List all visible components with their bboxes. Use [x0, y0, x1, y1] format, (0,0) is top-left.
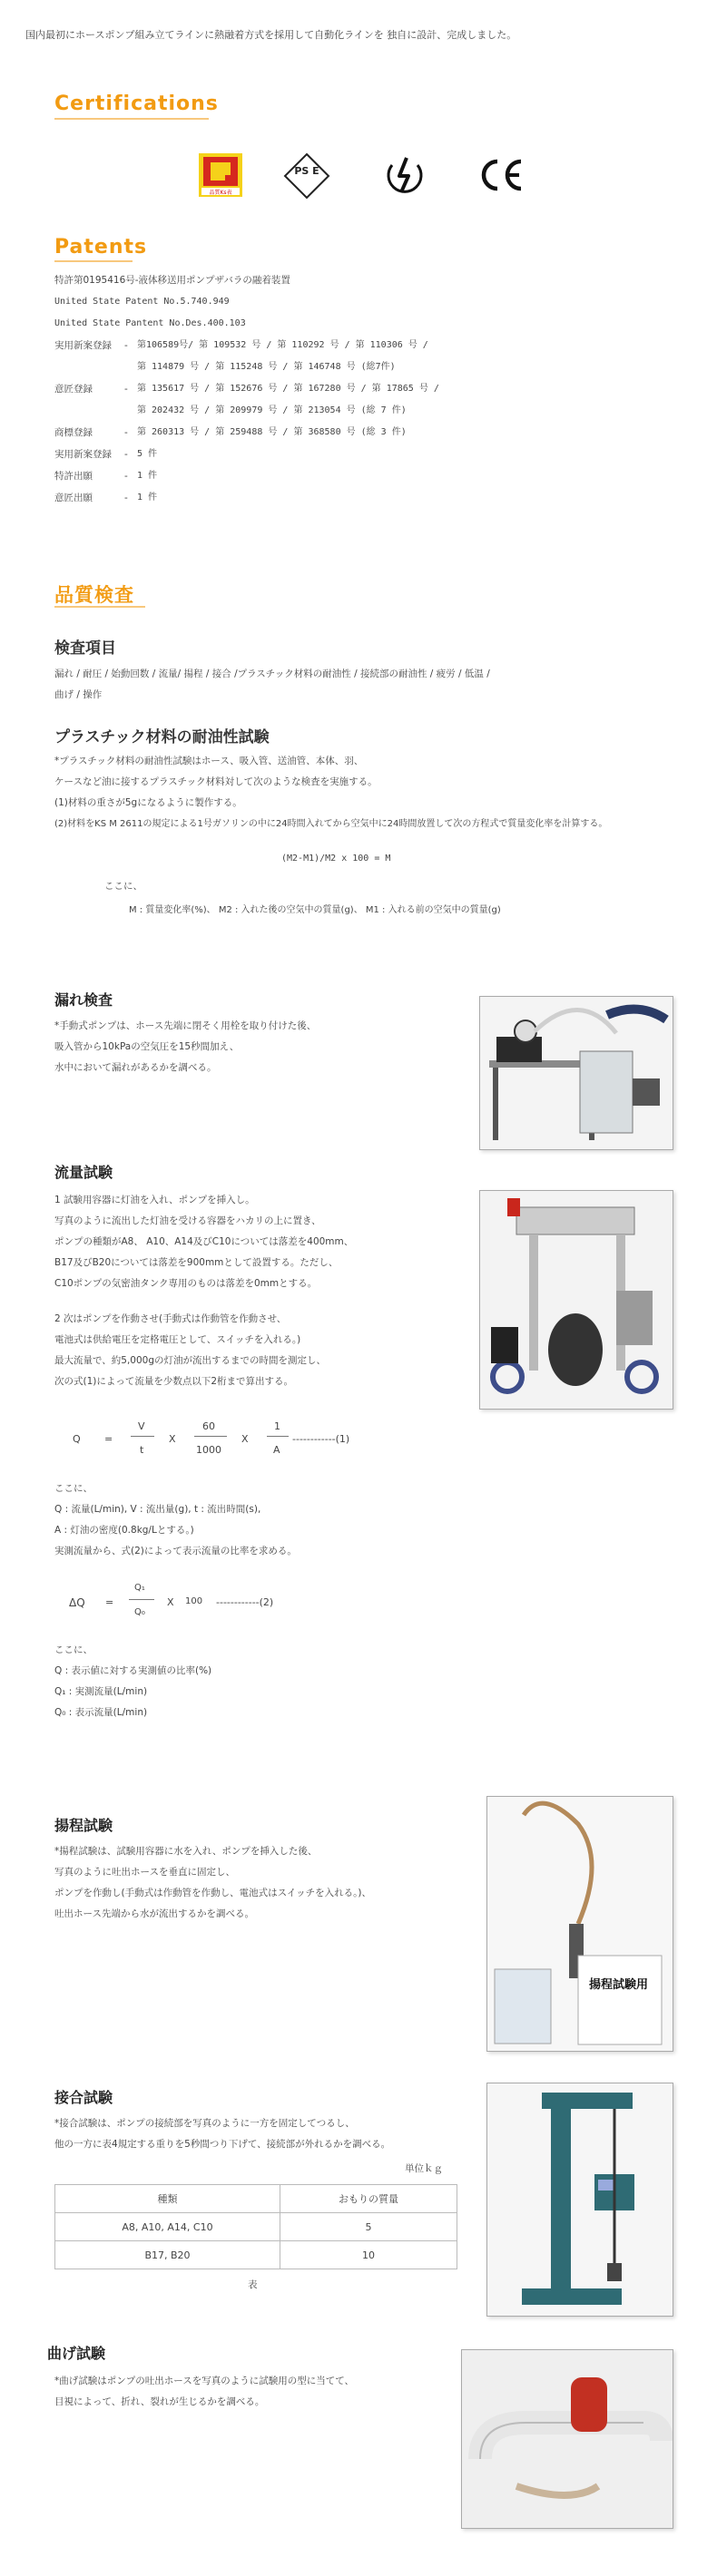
joint-test-line: *接合試験は、ポンプの接続部を写真のように一方を固定してつるし、 — [54, 2118, 355, 2129]
weight-table — [54, 2184, 457, 2269]
patent-row-label: 意匠出願 — [54, 493, 93, 503]
oil-test-line: ケースなど油に接するプラスチック材料対して次のような検査を実施する。 — [54, 776, 378, 787]
formula1-equals: = — [104, 1433, 113, 1445]
table-header: 種類 — [55, 2185, 280, 2213]
certifications-underline — [54, 118, 209, 120]
formula1-q: Q — [73, 1433, 81, 1445]
bend-test-line: *曲げ試験はポンプの吐出ホースを写真のように試験用の型に当てて、 — [54, 2376, 355, 2386]
fraction-line — [131, 1436, 154, 1437]
quality-title: 品質検査 — [54, 584, 134, 606]
lift-test-line: *揚程試験は、試験用容器に水を入れ、ポンプを挿入した後、 — [54, 1846, 318, 1857]
flow-def: Q₀ : 表示流量(L/min) — [54, 1707, 148, 1718]
table-header-row — [55, 2185, 457, 2213]
patent-row-label: 意匠登録 — [54, 384, 93, 395]
formula1-t: t — [140, 1444, 144, 1456]
lift-test-line: 吐出ホース先端から水が流出するかを調べる。 — [54, 1908, 254, 1919]
lift-test-title: 揚程試験 — [54, 1817, 113, 1834]
formula2-num: Q₁ — [134, 1583, 145, 1593]
fraction-line — [267, 1436, 289, 1437]
table-cell: 10 — [280, 2241, 457, 2269]
bend-test-title: 曲げ試験 — [47, 2345, 106, 2362]
patent-row-sep: - — [124, 340, 128, 351]
bend-test-photo — [461, 2349, 673, 2529]
bend-test-line: 目視によって、折れ、裂れが生じるかを調べる。 — [54, 2396, 265, 2407]
formula1-60: 60 — [202, 1420, 215, 1432]
inspection-items-line: 曲げ / 操作 — [54, 689, 103, 700]
lift-test-line: 写真のように吐出ホースを垂直に固定し、 — [54, 1867, 235, 1878]
patent-row-value: 1 件 — [137, 471, 158, 481]
formula2-tail: ------------(2) — [216, 1596, 274, 1608]
flow-test-photo — [479, 1190, 673, 1410]
oil-test-line: (2)材料をKS M 2611の規定による1号ガソリンの中に24時間入れてから空気中に24時間放置して次の方程式で質量変化率を計算する。 — [54, 819, 608, 829]
patent-row-value: 第106589号/ 第 109532 号 / 第 110292 号 / 第 110306 号 / — [137, 340, 428, 350]
flow-def: Q₁ : 実測流量(L/min) — [54, 1686, 148, 1697]
flow-def: Q : 流量(L/min), V : 流出量(g), t : 流出時間(s), — [54, 1504, 261, 1515]
leak-test-line: 吸入管から10kPaの空気圧を15秒間加え、 — [54, 1041, 240, 1052]
patent-line: United State Pantent No.Des.400.103 — [54, 318, 246, 328]
patent-row-sep: - — [124, 493, 128, 503]
formula1-a: A — [273, 1444, 280, 1456]
patent-row-value: 5 件 — [137, 449, 158, 459]
leak-test-title: 漏れ検査 — [54, 991, 113, 1009]
patent-row-sep: - — [124, 427, 128, 438]
table-row — [55, 2213, 457, 2241]
flow-test-line: 電池式は供給電圧を定格電圧として、スイッチを入れる。) — [54, 1334, 301, 1345]
formula2-den: Q₀ — [134, 1607, 145, 1617]
flow-def: A : 灯油の密度(0.8kg/Lとする。) — [54, 1525, 194, 1536]
table-row — [55, 2241, 457, 2269]
leak-test-line: *手動式ポンプは、ホース先端に閉そく用栓を取り付けた後、 — [54, 1020, 317, 1031]
oil-where: ここに、 — [104, 881, 142, 892]
quality-underline — [54, 606, 145, 608]
formula2-100: 100 — [185, 1596, 203, 1606]
flow-test-line: 次の式(1)によって流量を少数点以下2桁まで算出する。 — [54, 1376, 294, 1387]
formula2-equals: = — [105, 1596, 114, 1608]
patent-line: 特許第0195416号-液体移送用ポンプザバラの融着装置 — [54, 275, 290, 286]
formula1-tail: ------------(1) — [292, 1433, 350, 1445]
patent-row-sep: - — [124, 449, 128, 460]
flow-where: ここに、 — [54, 1483, 93, 1494]
table-cell: A8, A10, A14, C10 — [55, 2213, 280, 2241]
oil-test-line: (1)材料の重さが5gになるように製作する。 — [54, 797, 242, 808]
inspection-items-title: 検査項目 — [54, 639, 116, 658]
table-caption: 表 — [248, 2279, 258, 2290]
pse-mark-icon — [283, 152, 330, 200]
patent-row-label: 実用新案登録 — [54, 340, 112, 351]
leak-test-line: 水中において漏れがあるかを調べる。 — [54, 1062, 217, 1073]
fraction-line — [194, 1436, 227, 1437]
oil-definition: M : 質量変化率(%)、 M2 : 入れた後の空気中の質量(g)、 M1 : 入れる前の空気中の質量(g) — [129, 905, 501, 915]
oil-formula: (M2-M1)/M2 x 100 = M — [281, 854, 391, 864]
ks-mark-label: 品質Ks表 — [209, 190, 232, 196]
flow-def: Q : 表示値に対する実測値の比率(%) — [54, 1665, 212, 1676]
joint-test-title: 接合試験 — [54, 2089, 113, 2106]
lift-sign-text: 揚程試験用 — [589, 1978, 649, 1992]
formula2-lhs: ΔQ — [69, 1596, 85, 1609]
formula1-one: 1 — [274, 1420, 280, 1432]
flow-test-line: ポンプの種類がA8、 A10、A14及びC10については落差を400mm、 — [54, 1236, 354, 1247]
table-cell: B17, B20 — [55, 2241, 280, 2269]
flow-test-line: 2 次はポンプを作動させ(手動式は作動管を作動させ、 — [54, 1313, 287, 1324]
flow-test-line: 写真のように流出した灯油を受ける容器をハカリの上に置き、 — [54, 1215, 321, 1226]
formula2-x: X — [167, 1596, 174, 1608]
patent-row-label: 特許出願 — [54, 471, 93, 482]
joint-test-line: 他の一方に表4規定する重りを5秒間つり下げて、接続部が外れるかを調べる。 — [54, 2139, 391, 2150]
unit-label: 単位ｋｇ — [405, 2163, 443, 2174]
oil-test-line: *プラスチック材料の耐油性試験はホース、吸入管、送油管、本体、羽、 — [54, 756, 364, 766]
formula1-v: V — [138, 1420, 145, 1432]
flow-where: ここに、 — [54, 1644, 93, 1655]
lift-test-photo — [486, 1796, 673, 2052]
patent-row-value: 第 135617 号 / 第 152676 号 / 第 167280 号 / 第 17865 号 / — [137, 384, 439, 394]
formula1-x: X — [241, 1433, 249, 1445]
oil-test-title: プラスチック材料の耐油性試験 — [54, 728, 270, 746]
patents-underline — [54, 260, 133, 262]
patent-row-label: 商標登録 — [54, 427, 93, 438]
flow-test-line: C10ポンプの気密油タンク専用のものは落差を0mmとする。 — [54, 1278, 318, 1289]
patent-row-value: 第 202432 号 / 第 209979 号 / 第 213054 号 (総 7 件) — [137, 405, 407, 415]
patents-title: Patents — [54, 236, 148, 259]
pse-label: PS E — [294, 165, 319, 177]
patent-row-sep: - — [124, 471, 128, 482]
flow-test-line: 1 試験用容器に灯油を入れ、ポンプを挿入し。 — [54, 1195, 255, 1205]
certifications-title: Certifications — [54, 93, 219, 115]
patent-row-sep: - — [124, 384, 128, 395]
table-header: おもりの質量 — [280, 2185, 457, 2213]
flow-test-title: 流量試験 — [54, 1164, 113, 1181]
ks-quality-mark-icon — [198, 152, 243, 198]
formula1-x: X — [169, 1433, 176, 1445]
inspection-items-line: 漏れ / 耐圧 / 始動回数 / 流量/ 揚程 / 接合 /プラスチック材料の耐油性 / 接続部の耐油性 / 疲労 / 低温 / — [54, 668, 490, 679]
flow-test-line: 最大流量で、約5,000gの灯油が流出するまでの時間を測定し、 — [54, 1355, 327, 1366]
lift-test-line: ポンプを作動し(手動式は作動管を作動し、電池式はスイッチを入れる。)、 — [54, 1888, 372, 1898]
fraction-line — [129, 1599, 154, 1600]
intro-text: 国内最初にホースポンプ組み立てラインに熱融着方式を採用して自動化ラインを 独自に設計、完成しました。 — [25, 29, 517, 41]
formula1-1000: 1000 — [196, 1444, 221, 1456]
ce-mark-icon — [477, 156, 526, 194]
flow-def: 実測流量から、式(2)によって表示流量の比率を求める。 — [54, 1546, 297, 1556]
patent-line: United State Patent No.5.740.949 — [54, 297, 230, 307]
joint-test-photo — [486, 2083, 673, 2317]
patent-row-value: 1 件 — [137, 493, 158, 503]
patent-row-value: 第 260313 号 / 第 259488 号 / 第 368580 号 (総 3 件) — [137, 427, 407, 437]
leak-test-photo — [479, 996, 673, 1150]
patent-row-value: 第 114879 号 / 第 115248 号 / 第 146748 号 (総7件) — [137, 362, 396, 372]
lightning-certification-icon — [381, 152, 427, 198]
patent-row-label: 実用新案登録 — [54, 449, 112, 460]
flow-test-line: B17及びB20については落差を900mmとして設置する。ただし、 — [54, 1257, 339, 1268]
table-cell: 5 — [280, 2213, 457, 2241]
